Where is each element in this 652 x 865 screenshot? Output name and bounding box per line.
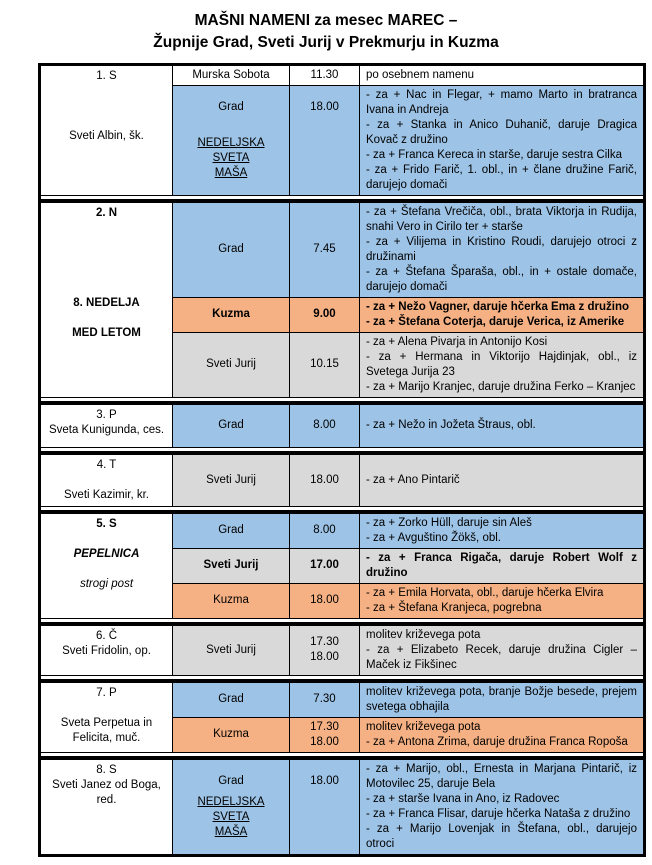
location-name: Grad — [218, 774, 244, 787]
time-cell — [289, 626, 359, 675]
day-label-line — [43, 701, 170, 716]
intention-text: - za + Antona Zrima, daruje družina Franca Ropoša — [366, 735, 628, 748]
intentions-cell — [359, 203, 643, 297]
intention-text: - za + Nac in Flegar, + mamo Marto in bratranca Ivana in Andreja — [366, 88, 637, 116]
day-label-line: 3. P — [96, 408, 117, 421]
intention-text: - za + Franca Rigača, daruje Robert Wolf z družino — [366, 551, 637, 579]
intentions-cell — [359, 514, 643, 548]
time-text: 18.00 — [310, 651, 339, 664]
location-name: Sveti Jurij — [203, 559, 259, 572]
intention-text: - za + Ano Pintarič — [366, 473, 460, 486]
intention-text: molitev križevega pota — [366, 720, 481, 733]
intentions-cell — [359, 85, 643, 195]
intention-text: molitev križevega pota — [366, 628, 481, 641]
day-label-line: 1. S — [96, 69, 117, 82]
time-cell — [289, 514, 359, 548]
time-cell — [289, 717, 359, 752]
time-text: 18.00 — [310, 473, 339, 486]
day-label-line — [43, 562, 170, 577]
location-name: Sveti Jurij — [206, 473, 256, 486]
intentions-cell — [359, 455, 643, 506]
intention-text: - za + starše Ivana in Ano, iz Radovec — [366, 792, 560, 805]
day-label — [41, 66, 172, 195]
sunday-mass-note-line: NEDELJSKA — [197, 136, 265, 149]
day-label-line: MED LETOM — [72, 326, 141, 339]
time-text: 8.00 — [313, 524, 336, 537]
location-name: Sveti Jurij — [206, 358, 256, 371]
location-name: Grad — [218, 524, 244, 537]
location-cell — [172, 66, 289, 85]
document-title-line1: MAŠNI NAMENI za mesec MAREC – — [194, 12, 458, 29]
day-row — [41, 66, 643, 196]
intention-text: - za + Emila Horvata, obl., daruje hčerka Elvira — [366, 586, 604, 599]
day-label-line: 2. N — [95, 206, 118, 219]
day-label-line — [43, 266, 170, 281]
location-cell — [172, 297, 289, 332]
location-cell — [172, 683, 289, 717]
day-label-line: PEPELNICA — [73, 547, 140, 560]
day-row — [41, 199, 643, 398]
location-name: Sveti Jurij — [206, 643, 256, 656]
time-cell — [289, 548, 359, 583]
intention-text: - za + Štefana Kranjeca, pogrebna — [366, 601, 542, 614]
day-label — [41, 760, 172, 854]
intentions-cell — [359, 683, 643, 717]
time-text: 7.30 — [313, 693, 336, 706]
intention-text: - za + Štefana Coterja, daruje Verica, iz Amerike — [366, 315, 625, 328]
day-label — [41, 514, 172, 618]
day-label-line: Sveti Albin, šk. — [69, 129, 144, 142]
location-cell — [172, 514, 289, 548]
day-label — [41, 203, 172, 397]
day-label-line: Sveta Perpetua in Felicita, muč. — [60, 716, 153, 744]
intention-text: po osebnem namenu — [366, 68, 475, 81]
day-label-line: 8. S — [96, 763, 117, 776]
time-cell — [289, 203, 359, 297]
day-label-line — [43, 221, 170, 236]
day-label-line: 4. T — [96, 458, 117, 471]
day-label-line — [43, 251, 170, 266]
time-cell — [289, 66, 359, 85]
day-label-line: strogi post — [79, 577, 134, 590]
intentions-cell — [359, 297, 643, 332]
time-text: 17.00 — [310, 559, 339, 572]
intention-text: - za + Frido Farič, 1. obl., in + člane družine Farič, darujejo domači — [366, 163, 637, 191]
location-name: Murska Sobota — [192, 68, 270, 81]
time-text: 11.30 — [310, 68, 339, 81]
intention-text: - za + Hermana in Viktorijo Hajdinjak, obl., iz Svetega Jurija 23 — [366, 350, 637, 378]
day-label-line — [43, 236, 170, 251]
sunday-mass-note-line: SVETA — [212, 151, 250, 164]
location-name: Grad — [218, 693, 244, 706]
intention-text: molitev križevega pota, branje Božje besede, prejem svetega obhajila — [366, 685, 637, 713]
intention-text: - za + Elizabeto Recek, daruje družina Cigler – Maček iz Fikšinec — [366, 643, 637, 671]
intention-text: - za + Štefana Vrečiča, obl., brata Viktorja in Rudija, snahi Vero in Cirilo ter + starše — [366, 205, 637, 233]
sunday-mass-note-line: MAŠA — [214, 825, 248, 838]
intentions-cell — [359, 717, 643, 752]
sunday-mass-note-line: NEDELJSKA — [197, 795, 265, 808]
time-text: 8.00 — [313, 419, 336, 432]
day-label — [41, 626, 172, 675]
intentions-cell — [359, 66, 643, 85]
location-cell — [172, 548, 289, 583]
time-text: 18.00 — [310, 735, 339, 748]
time-text: 18.00 — [310, 100, 339, 113]
intentions-cell — [359, 583, 643, 618]
day-label-line — [43, 281, 170, 296]
sunday-mass-note — [197, 136, 264, 181]
intention-text: - za + Marijo Lovenjak in Štefana, obl., darujejo otroci — [366, 822, 637, 850]
time-cell — [289, 332, 359, 397]
day-label-line: Sveti Kazimir, kr. — [64, 488, 149, 501]
location-name: Kuzma — [213, 594, 249, 607]
intention-text: - za + Franca Flisar, daruje hčerka Nataša z družino — [366, 807, 631, 820]
day-label-line: 5. S — [96, 517, 117, 530]
time-cell — [289, 455, 359, 506]
day-label-line — [43, 311, 170, 326]
intention-text: - za + Marijo Kranjec, daruje družina Ferko – Kranjec — [366, 380, 636, 393]
time-cell — [289, 85, 359, 195]
time-cell — [289, 760, 359, 854]
day-row — [41, 679, 643, 753]
time-text: 18.00 — [310, 594, 339, 607]
day-row — [41, 510, 643, 619]
location-name: Grad — [218, 419, 244, 432]
day-label — [41, 455, 172, 506]
day-label — [41, 683, 172, 752]
intentions-cell — [359, 405, 643, 447]
intentions-cell — [359, 548, 643, 583]
intention-text: - za + Stanka in Anico Duhanič, daruje Dragica Kovač z družino — [366, 118, 637, 146]
location-cell — [172, 760, 289, 854]
location-name: Grad — [218, 243, 244, 256]
location-cell — [172, 203, 289, 297]
intention-text: - za + Štefana Šparaša, obl., in + ostale domače, darujejo domači — [366, 265, 637, 293]
time-cell — [289, 683, 359, 717]
day-label — [41, 405, 172, 447]
time-text: 17.30 — [310, 636, 339, 649]
location-name: Grad — [218, 100, 244, 113]
day-label-line — [43, 84, 170, 99]
day-label-line: 8. NEDELJA — [73, 296, 140, 309]
location-cell — [172, 583, 289, 618]
location-cell — [172, 405, 289, 447]
day-label-line: Sveta Kunigunda, ces. — [48, 423, 165, 436]
time-text: 10.15 — [310, 358, 339, 371]
time-text: 9.00 — [313, 308, 336, 321]
day-label-line: 7. P — [96, 686, 117, 699]
time-cell — [289, 583, 359, 618]
time-text: 18.00 — [310, 774, 339, 787]
day-row — [41, 401, 643, 448]
day-row — [41, 451, 643, 507]
intention-text: - za + Nežo Vagner, daruje hčerka Ema z družino — [366, 300, 629, 313]
day-label-line: Sveti Fridolin, op. — [62, 644, 151, 657]
day-label-line — [43, 532, 170, 547]
intention-text: - za + Nežo in Jožeta Štraus, obl. — [366, 419, 536, 432]
schedule-table — [38, 63, 646, 857]
location-cell — [172, 626, 289, 675]
intention-text: - za + Avguštino Žökš, obl. — [366, 531, 501, 544]
sunday-mass-note-line: MAŠA — [214, 166, 248, 179]
location-cell — [172, 455, 289, 506]
location-name: Kuzma — [213, 728, 249, 741]
time-text: 7.45 — [313, 243, 336, 256]
intention-text: - za + Franca Kereca in starše, daruje sestra Cilka — [366, 148, 622, 161]
day-label-line: Sveti Janez od Boga, red. — [52, 778, 161, 806]
document-title — [0, 0, 652, 55]
day-label-line — [43, 473, 170, 488]
time-cell — [289, 297, 359, 332]
location-cell — [172, 332, 289, 397]
time-text: 17.30 — [310, 720, 339, 733]
time-cell — [289, 405, 359, 447]
sunday-mass-note — [197, 795, 264, 840]
day-row — [41, 756, 643, 854]
intention-text: - za + Marijo, obl., Ernesta in Marjana Pintarič, iz Motovilec 25, daruje Bela — [366, 762, 637, 790]
intentions-cell — [359, 626, 643, 675]
day-label-line — [43, 114, 170, 129]
intentions-cell — [359, 332, 643, 397]
document-title-line2: Župnije Grad, Sveti Jurij v Prekmurju in Kuzma — [153, 34, 499, 52]
intention-text: - za + Vilijema in Kristino Roudi, darujejo otroci z družinami — [366, 235, 637, 263]
location-name: Kuzma — [212, 308, 250, 321]
location-cell — [172, 85, 289, 195]
intention-text: - za + Alena Pivarja in Antonijo Kosi — [366, 335, 548, 348]
day-label-line: 6. Č — [95, 629, 118, 642]
day-row — [41, 622, 643, 676]
sunday-mass-note-line: SVETA — [212, 810, 250, 823]
intention-text: - za + Zorko Hüll, daruje sin Aleš — [366, 516, 532, 529]
day-label-line — [43, 99, 170, 114]
location-cell — [172, 717, 289, 752]
intentions-cell — [359, 760, 643, 854]
